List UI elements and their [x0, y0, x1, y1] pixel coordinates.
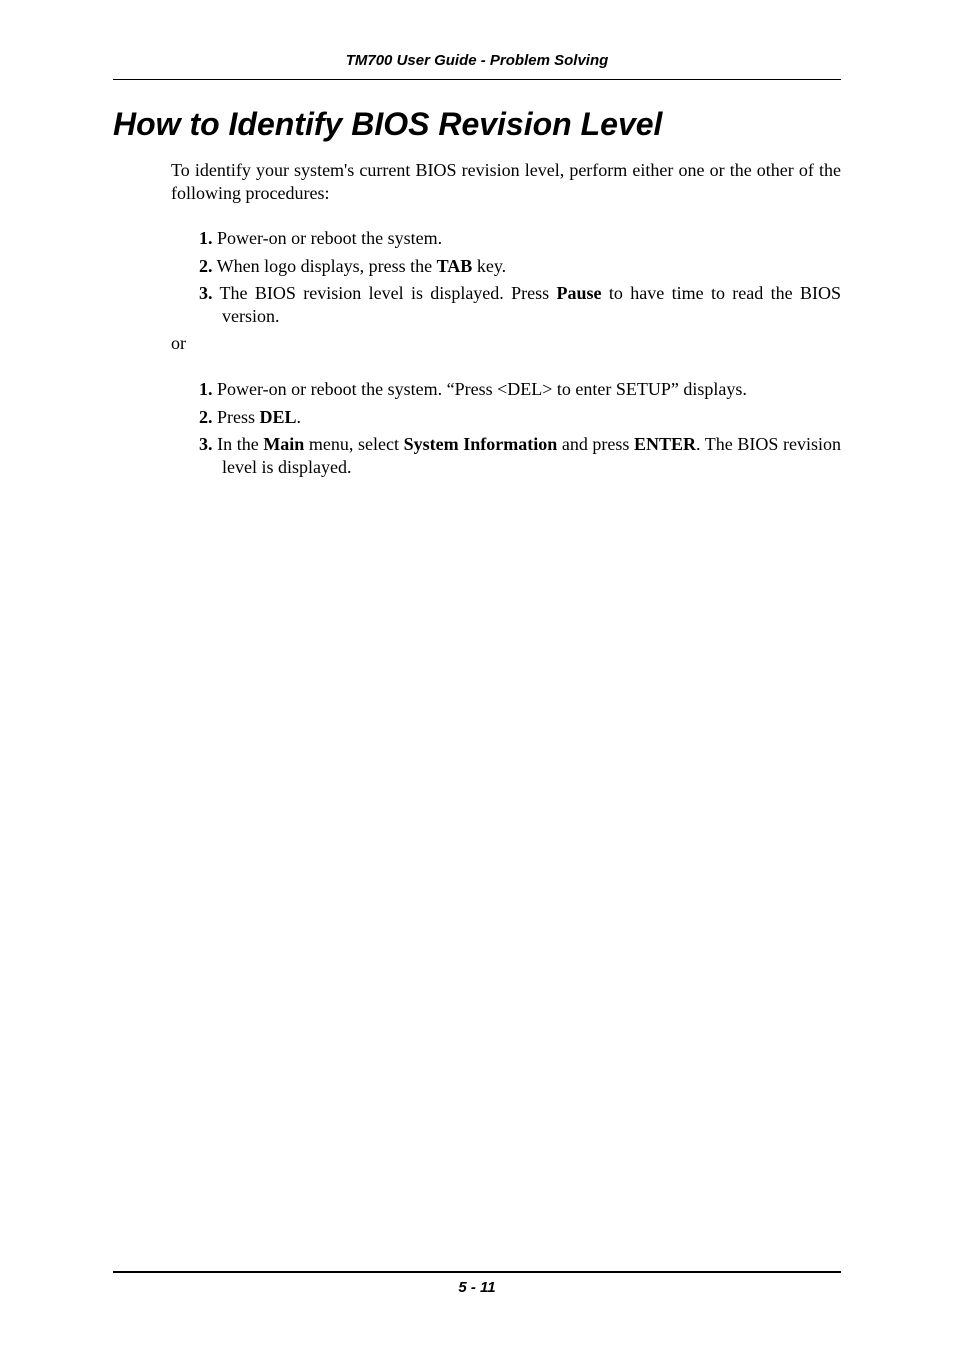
page-number: 5 - 11 — [458, 1279, 496, 1296]
step-text: Power-on or reboot the system. “Press <DEL> to enter SETUP” displays. — [212, 379, 747, 399]
footer-rule — [113, 1271, 841, 1273]
step-number: 2. — [199, 255, 213, 276]
running-header: TM700 User Guide - Problem Solving — [345, 52, 609, 69]
procedure-a-list — [199, 227, 841, 333]
key-name: Pause — [556, 283, 602, 303]
key-name: ENTER — [634, 434, 697, 454]
step-number: 1. — [199, 228, 213, 248]
step-number: 1. — [199, 379, 213, 399]
menu-name: Main — [263, 434, 305, 454]
step-number: 3. — [199, 283, 213, 303]
procedure-b-step-1 — [199, 378, 841, 401]
procedure-a-step-3 — [199, 282, 841, 328]
step-text: In the — [212, 434, 264, 454]
procedure-b-list — [199, 378, 841, 484]
procedure-a-step-1 — [199, 227, 841, 250]
step-text: Power-on or reboot the system. — [212, 228, 443, 248]
page-title: How to Identify BIOS Revision Level — [113, 106, 663, 142]
key-name: DEL — [259, 406, 297, 427]
procedure-a-step-2 — [199, 255, 841, 278]
step-number: 3. — [199, 434, 213, 454]
step-text: to have time to read the BIOS version. — [222, 283, 841, 326]
step-text: key. — [472, 255, 507, 276]
procedure-separator: or — [171, 333, 186, 353]
step-text: and press — [557, 434, 635, 454]
step-text: The BIOS revision level is displayed. Press — [212, 283, 557, 303]
step-text: . — [296, 406, 302, 427]
intro-paragraph: To identify your system's current BIOS revision level, perform either one or the other of the following procedures: — [171, 160, 841, 203]
procedure-b-step-3 — [199, 433, 841, 479]
step-text: menu, select — [304, 434, 404, 454]
step-text: Press — [212, 406, 260, 427]
step-number: 2. — [199, 406, 213, 427]
step-text: When logo displays, press the — [212, 255, 437, 276]
menu-item-name: System Information — [403, 434, 558, 454]
header-rule — [113, 79, 841, 80]
key-name: TAB — [436, 255, 473, 276]
procedure-b-step-2 — [199, 406, 841, 429]
step-text: . The BIOS revision level is displayed. — [222, 434, 842, 477]
